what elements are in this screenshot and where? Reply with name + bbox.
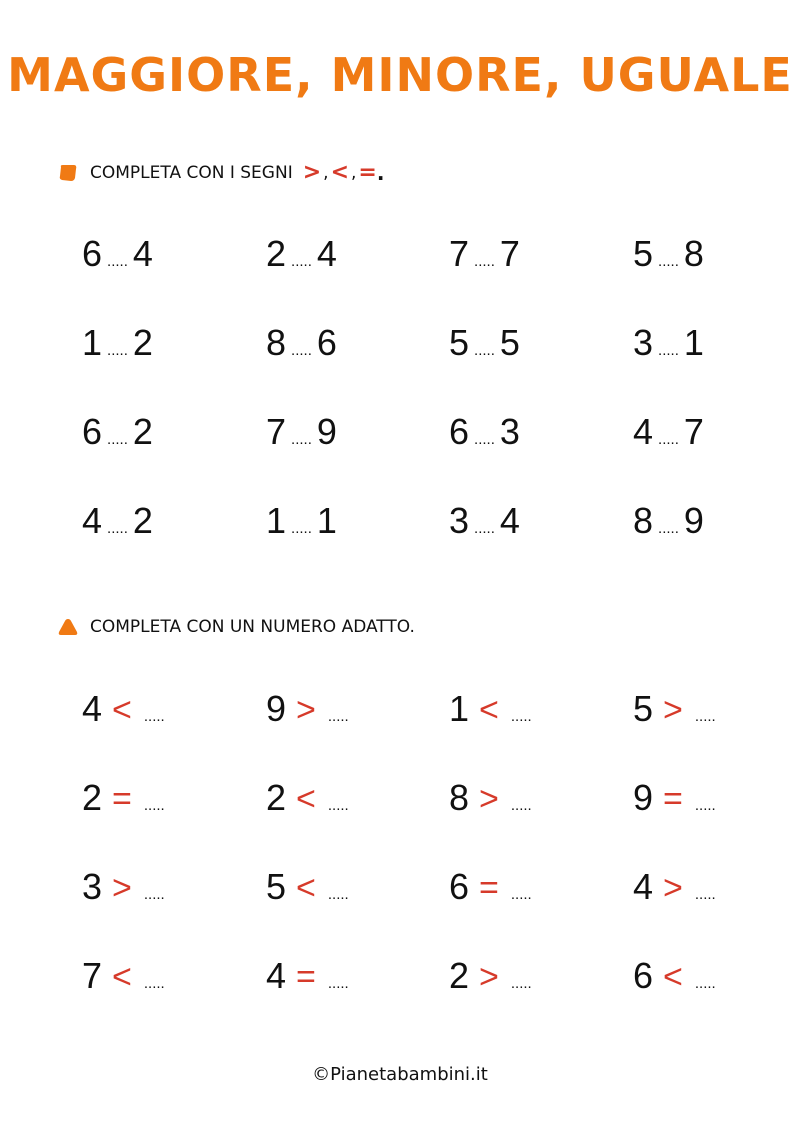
completion-item xyxy=(82,777,170,827)
completion-item xyxy=(449,955,537,1005)
comparison-sign: > xyxy=(296,691,316,729)
comparison-item xyxy=(266,500,337,550)
answer-blank[interactable]: ..... xyxy=(291,342,312,359)
given-number: 2 xyxy=(82,777,103,818)
comparison-item xyxy=(82,322,153,372)
numbers-exercise-grid xyxy=(0,688,800,1044)
answer-blank[interactable]: ..... xyxy=(143,708,165,725)
answer-blank[interactable]: ..... xyxy=(143,975,165,992)
completion-item xyxy=(633,866,721,916)
exercise-row xyxy=(0,411,800,500)
answer-blank[interactable]: ..... xyxy=(694,886,716,903)
answer-blank[interactable]: ..... xyxy=(694,975,716,992)
exercise-row xyxy=(0,955,800,1044)
answer-blank[interactable]: ..... xyxy=(291,520,312,537)
answer-blank[interactable]: ..... xyxy=(474,520,495,537)
instruction-text: COMPLETA CON I SEGNI xyxy=(90,162,293,183)
comparison-sign: < xyxy=(296,869,316,907)
answer-blank[interactable]: ..... xyxy=(658,520,679,537)
given-number: 1 xyxy=(449,688,470,729)
answer-blank[interactable]: ..... xyxy=(694,708,716,725)
equal-sign: = xyxy=(358,160,377,185)
given-number: 4 xyxy=(82,688,103,729)
right-number: 1 xyxy=(683,322,704,363)
right-number: 7 xyxy=(683,411,704,452)
period: . xyxy=(376,160,385,185)
comparison-item xyxy=(266,322,337,372)
exercise-row xyxy=(0,777,800,866)
exercise-row xyxy=(0,688,800,777)
left-number: 6 xyxy=(82,233,103,274)
comparison-sign: < xyxy=(663,958,683,996)
right-number: 2 xyxy=(132,322,153,363)
given-number: 9 xyxy=(266,688,287,729)
completion-item xyxy=(266,955,354,1005)
answer-blank[interactable]: ..... xyxy=(510,886,532,903)
right-number: 2 xyxy=(132,500,153,541)
comparison-sign: > xyxy=(112,869,132,907)
given-number: 2 xyxy=(449,955,470,996)
comparison-item xyxy=(82,411,153,461)
answer-blank[interactable]: ..... xyxy=(658,253,679,270)
given-number: 6 xyxy=(449,866,470,907)
comparison-item xyxy=(633,500,704,550)
comparison-sign: < xyxy=(479,691,499,729)
completion-item xyxy=(266,777,354,827)
left-number: 5 xyxy=(633,233,654,274)
comparison-item xyxy=(449,411,520,461)
completion-item xyxy=(82,955,170,1005)
comparison-sign: > xyxy=(479,780,499,818)
left-number: 1 xyxy=(266,500,287,541)
answer-blank[interactable]: ..... xyxy=(291,431,312,448)
answer-blank[interactable]: ..... xyxy=(510,708,532,725)
completion-item xyxy=(449,777,537,827)
completion-item xyxy=(82,866,170,916)
left-number: 8 xyxy=(633,500,654,541)
right-number: 4 xyxy=(132,233,153,274)
answer-blank[interactable]: ..... xyxy=(474,431,495,448)
comma: , xyxy=(323,162,329,183)
given-number: 9 xyxy=(633,777,654,818)
answer-blank[interactable]: ..... xyxy=(107,342,128,359)
exercise-row xyxy=(0,322,800,411)
given-number: 5 xyxy=(633,688,654,729)
comparison-sign: = xyxy=(663,780,683,818)
answer-blank[interactable]: ..... xyxy=(327,708,349,725)
left-number: 7 xyxy=(449,233,470,274)
comparison-item xyxy=(82,500,153,550)
completion-item xyxy=(266,866,354,916)
comparison-sign: = xyxy=(479,869,499,907)
signs-exercise-grid xyxy=(0,233,800,589)
answer-blank[interactable]: ..... xyxy=(291,253,312,270)
left-number: 3 xyxy=(633,322,654,363)
answer-blank[interactable]: ..... xyxy=(658,431,679,448)
greater-sign: > xyxy=(302,160,322,185)
left-number: 3 xyxy=(449,500,470,541)
comparison-sign: > xyxy=(479,958,499,996)
answer-blank[interactable]: ..... xyxy=(327,797,349,814)
comparison-item xyxy=(82,233,153,283)
right-number: 7 xyxy=(499,233,520,274)
exercise-row xyxy=(0,500,800,589)
page-title: MAGGIORE, MINORE, UGUALE xyxy=(7,48,793,102)
comma: , xyxy=(351,162,357,183)
less-sign: < xyxy=(330,160,349,185)
right-number: 9 xyxy=(683,500,704,541)
completion-item xyxy=(449,688,537,738)
right-number: 1 xyxy=(316,500,337,541)
comparison-item xyxy=(266,233,337,283)
answer-blank[interactable]: ..... xyxy=(143,886,165,903)
left-number: 5 xyxy=(449,322,470,363)
right-number: 2 xyxy=(132,411,153,452)
answer-blank[interactable]: ..... xyxy=(107,253,128,270)
footer-credit: ©Pianetabambini.it xyxy=(312,1064,488,1085)
right-number: 4 xyxy=(499,500,520,541)
comparison-item xyxy=(449,500,520,550)
comparison-sign: > xyxy=(663,691,683,729)
comparison-item xyxy=(633,322,704,372)
right-number: 3 xyxy=(499,411,520,452)
completion-item xyxy=(633,955,721,1005)
left-number: 8 xyxy=(266,322,287,363)
completion-item xyxy=(82,688,170,738)
instruction-numbers xyxy=(58,617,415,637)
left-number: 6 xyxy=(449,411,470,452)
right-number: 4 xyxy=(316,233,337,274)
completion-item xyxy=(449,866,537,916)
answer-blank[interactable]: ..... xyxy=(510,797,532,814)
exercise-row xyxy=(0,233,800,322)
answer-blank[interactable]: ..... xyxy=(143,797,165,814)
instruction-signs xyxy=(58,160,384,185)
comparison-item xyxy=(449,322,520,372)
right-number: 9 xyxy=(316,411,337,452)
comparison-sign: < xyxy=(112,691,132,729)
given-number: 4 xyxy=(266,955,287,996)
answer-blank[interactable]: ..... xyxy=(327,886,349,903)
left-number: 2 xyxy=(266,233,287,274)
answer-blank[interactable]: ..... xyxy=(327,975,349,992)
completion-item xyxy=(633,688,721,738)
left-number: 4 xyxy=(82,500,103,541)
given-number: 8 xyxy=(449,777,470,818)
square-bullet-icon xyxy=(58,163,78,183)
answer-blank[interactable]: ..... xyxy=(474,342,495,359)
instruction-text: COMPLETA CON UN NUMERO ADATTO. xyxy=(90,617,415,637)
comparison-item xyxy=(449,233,520,283)
right-number: 6 xyxy=(316,322,337,363)
left-number: 6 xyxy=(82,411,103,452)
answer-blank[interactable]: ..... xyxy=(474,253,495,270)
given-number: 3 xyxy=(82,866,103,907)
comparison-sign: > xyxy=(663,869,683,907)
comparison-sign: = xyxy=(296,958,316,996)
comparison-sign: < xyxy=(112,958,132,996)
answer-blank[interactable]: ..... xyxy=(694,797,716,814)
right-number: 5 xyxy=(499,322,520,363)
answer-blank[interactable]: ..... xyxy=(107,431,128,448)
answer-blank[interactable]: ..... xyxy=(658,342,679,359)
answer-blank[interactable]: ..... xyxy=(510,975,532,992)
given-number: 5 xyxy=(266,866,287,907)
given-number: 4 xyxy=(633,866,654,907)
comparison-sign: < xyxy=(296,780,316,818)
triangle-bullet-icon xyxy=(58,617,78,637)
right-number: 8 xyxy=(683,233,704,274)
exercise-row xyxy=(0,866,800,955)
left-number: 1 xyxy=(82,322,103,363)
completion-item xyxy=(633,777,721,827)
given-number: 7 xyxy=(82,955,103,996)
comparison-item xyxy=(633,233,704,283)
comparison-item xyxy=(633,411,704,461)
comparison-item xyxy=(266,411,337,461)
left-number: 4 xyxy=(633,411,654,452)
completion-item xyxy=(266,688,354,738)
left-number: 7 xyxy=(266,411,287,452)
comparison-sign: = xyxy=(112,780,132,818)
given-number: 6 xyxy=(633,955,654,996)
answer-blank[interactable]: ..... xyxy=(107,520,128,537)
given-number: 2 xyxy=(266,777,287,818)
